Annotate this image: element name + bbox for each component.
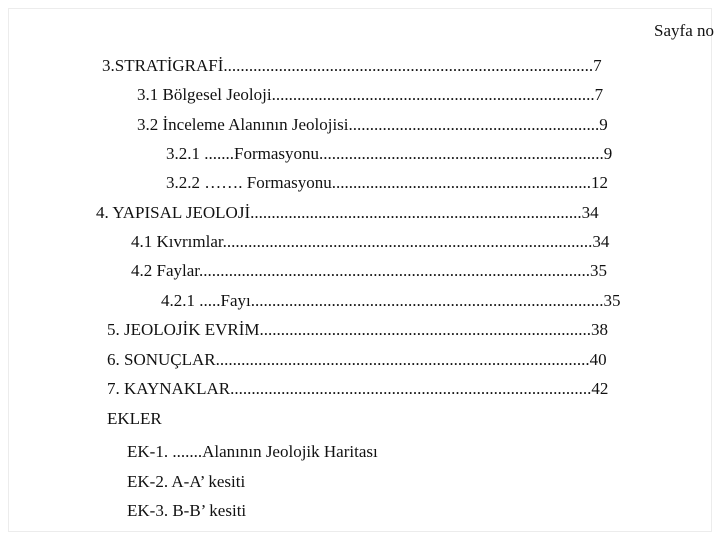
toc-entry-bolgesel-jeoloji: 3.1 Bölgesel Jeoloji............................................................................7 xyxy=(137,85,604,104)
toc-entry-ekler: EKLER xyxy=(107,409,162,428)
toc-entry-ek-1: EK-1. .......Alanının Jeolojik Haritası xyxy=(127,442,378,461)
toc-entry-fayi: 4.2.1 .....Fayı...................................................................................35 xyxy=(161,291,621,310)
toc-entry-formasyonu-2: 3.2.2 ……. Formasyonu.............................................................12 xyxy=(166,173,608,192)
toc-entry-ek-2: EK-2. A-A’ kesiti xyxy=(127,472,246,491)
toc-entry-inceleme-alani-jeolojisi: 3.2 İnceleme Alanının Jeolojisi...........................................................9 xyxy=(137,115,608,134)
toc-entry-yapisal-jeoloji: 4. YAPISAL JEOLOJİ..............................................................................34 xyxy=(96,203,599,222)
toc-entry-ek-3: EK-3. B-B’ kesiti xyxy=(127,501,247,520)
toc-entry-stratigrafi: 3.STRATİGRAFİ.......................................................................................7 xyxy=(102,56,602,75)
toc-entry-kivrimlar: 4.1 Kıvrımlar.......................................................................................34 xyxy=(131,232,610,251)
toc-entry-kaynaklar: 7. KAYNAKLAR.....................................................................................42 xyxy=(107,379,609,398)
toc-entry-faylar: 4.2 Faylar............................................................................................35 xyxy=(131,261,607,280)
page-number-column-header: Sayfa no xyxy=(654,21,714,40)
toc-entry-formasyonu-1: 3.2.1 .......Formasyonu...................................................................9 xyxy=(166,144,613,163)
toc-entry-sonuclar: 6. SONUÇLAR........................................................................................40 xyxy=(107,350,607,369)
toc-entry-jeolojik-evrim: 5. JEOLOJİK EVRİM..............................................................................38 xyxy=(107,320,609,339)
